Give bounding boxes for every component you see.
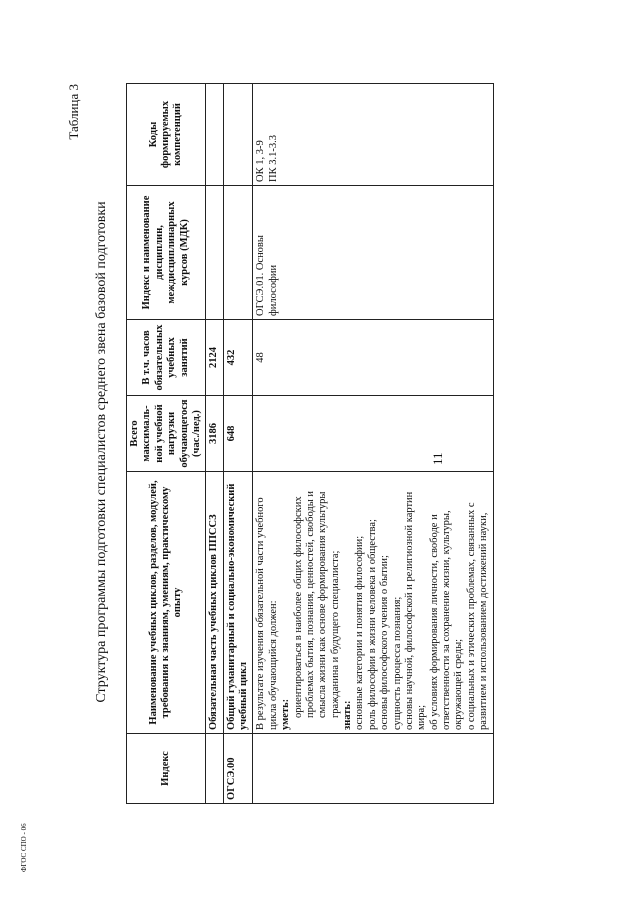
ogse-index: ОГСЭ.00 bbox=[223, 734, 253, 804]
ogse-max: 648 bbox=[223, 396, 253, 472]
znat-item: об условиях формирования личности, свободе и ответственности за сохранение жизни, культуры, окружающей среды; bbox=[428, 510, 465, 730]
philosophy-requirements bbox=[253, 472, 493, 734]
footer-code: ФГОС СПО - 06 bbox=[20, 823, 28, 872]
mandatory-part-hours: 2124 bbox=[206, 320, 223, 396]
znat-label: знать: bbox=[342, 700, 353, 730]
philosophy-hours: 48 bbox=[253, 320, 493, 396]
ogse-name: Общий гуманитарный и социально-экономический учебный цикл bbox=[223, 472, 253, 734]
page-number: 11 bbox=[430, 452, 445, 465]
header-index: Индекс bbox=[127, 734, 206, 804]
umet-item: ориентироваться в наиболее общих философских проблемах бытия, познания, ценностей, свободы и смысла жизни как основе формирования культуры гражданина и будущего специалиста; bbox=[292, 490, 341, 718]
requirements-intro: В результате изучения обязательной части учебного цикла обучающийся должен: bbox=[255, 497, 279, 730]
header-codes: Коды формируемых компетенций bbox=[127, 84, 206, 186]
znat-item: основы научной, философской и религиозной картин мира; bbox=[403, 491, 428, 730]
ogse-hours: 432 bbox=[223, 320, 253, 396]
znat-item: основы философского учения о бытии; bbox=[379, 555, 391, 730]
header-name: Наименование учебных циклов, разделов, модулей, требования к знаниям, умениям, практическому опыту bbox=[127, 472, 206, 734]
znat-item: сущность процесса познания; bbox=[391, 596, 403, 730]
table-row bbox=[206, 84, 223, 804]
table-row bbox=[253, 84, 493, 804]
znat-item: роль философии в жизни человека и общества; bbox=[366, 519, 378, 730]
table-number: Таблица 3 bbox=[66, 84, 81, 140]
header-discipline: Индекс и наименование дисциплин, междисциплинарных курсов (МДК) bbox=[127, 186, 206, 320]
header-row bbox=[127, 84, 206, 804]
structure-table bbox=[126, 83, 494, 804]
rotated-content bbox=[60, 82, 580, 822]
table-row bbox=[223, 84, 253, 804]
header-max: Всего максималь-ной учебной нагрузки обучающегося (час./нед.) bbox=[127, 396, 206, 472]
header-mandatory: В т.ч. часов обязательных учебных занятий bbox=[127, 320, 206, 396]
umet-label: уметь: bbox=[280, 698, 292, 730]
philosophy-codes: ОК 1, 3-9 ПК 3.1-3.3 bbox=[253, 84, 493, 186]
table-title: Структура программы подготовки специалистов среднего звена базовой подготовки bbox=[94, 201, 109, 703]
znat-item: о социальных и этических проблемах, связанных с развитием и использованием достижений науки, bbox=[465, 502, 490, 730]
mandatory-part-name: Обязательная часть учебных циклов ППССЗ bbox=[206, 472, 223, 734]
philosophy-discipline: ОГСЭ.01. Основы философии bbox=[253, 186, 493, 320]
znat-item: основные категории и понятия философии; bbox=[354, 535, 366, 730]
mandatory-part-max: 3186 bbox=[206, 396, 223, 472]
